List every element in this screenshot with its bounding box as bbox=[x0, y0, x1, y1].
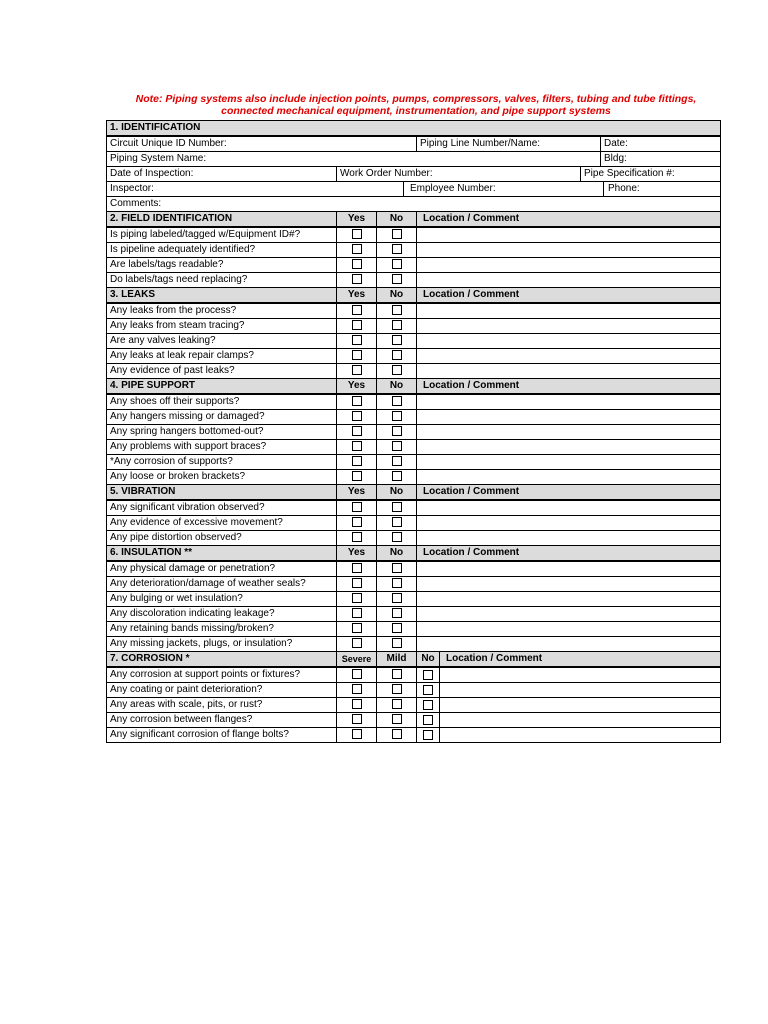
no-checkbox[interactable] bbox=[392, 259, 402, 269]
checklist-row bbox=[107, 334, 721, 349]
location-comment-field[interactable] bbox=[417, 622, 721, 637]
mild-cell bbox=[377, 713, 417, 728]
yes-cell bbox=[337, 561, 377, 577]
no-and-comment-wrap bbox=[417, 668, 720, 682]
yes-checkbox[interactable] bbox=[352, 320, 362, 330]
checklist-row bbox=[107, 683, 721, 698]
no-cell bbox=[417, 668, 440, 682]
circuit-id-field[interactable]: Circuit Unique ID Number: bbox=[107, 136, 417, 152]
checklist-row bbox=[107, 728, 721, 743]
no-cell bbox=[377, 607, 417, 622]
mild-column-header: Mild bbox=[377, 652, 417, 668]
checklist-row bbox=[107, 637, 721, 652]
mild-cell bbox=[377, 667, 417, 683]
checklist-row bbox=[107, 394, 721, 410]
mild-checkbox[interactable] bbox=[392, 714, 402, 724]
no-checkbox[interactable] bbox=[392, 532, 402, 542]
yes-checkbox[interactable] bbox=[352, 608, 362, 618]
yes-checkbox[interactable] bbox=[352, 517, 362, 527]
yes-cell bbox=[337, 258, 377, 273]
no-column-header: No bbox=[377, 288, 417, 304]
no-checkbox[interactable] bbox=[392, 426, 402, 436]
location-comment-field[interactable] bbox=[417, 394, 721, 410]
no-checkbox[interactable] bbox=[392, 229, 402, 239]
location-comment-field[interactable] bbox=[417, 607, 721, 622]
mild-checkbox[interactable] bbox=[392, 729, 402, 739]
section-title: 1. IDENTIFICATION bbox=[107, 121, 721, 137]
yes-cell bbox=[337, 455, 377, 470]
yes-checkbox[interactable] bbox=[352, 441, 362, 451]
identification-row-5 bbox=[107, 197, 721, 212]
yes-checkbox[interactable] bbox=[352, 335, 362, 345]
yes-cell bbox=[337, 394, 377, 410]
location-comment-field[interactable] bbox=[417, 349, 721, 364]
question-label: Any discoloration indicating leakage? bbox=[107, 607, 337, 622]
question-label: Is piping labeled/tagged w/Equipment ID#? bbox=[107, 227, 337, 243]
system-name-field[interactable]: Piping System Name: bbox=[107, 152, 601, 167]
no-and-comment-wrap bbox=[417, 698, 720, 712]
identification-header bbox=[107, 121, 721, 137]
question-label: Any bulging or wet insulation? bbox=[107, 592, 337, 607]
yes-cell bbox=[337, 577, 377, 592]
no-checkbox[interactable] bbox=[392, 563, 402, 573]
question-label: Any shoes off their supports? bbox=[107, 394, 337, 410]
phone-field[interactable]: Phone: bbox=[608, 183, 640, 194]
no-checkbox[interactable] bbox=[392, 623, 402, 633]
question-label: Any problems with support braces? bbox=[107, 440, 337, 455]
mild-cell bbox=[377, 683, 417, 698]
leaks-header bbox=[107, 288, 721, 304]
no-cell bbox=[417, 713, 440, 727]
no-checkbox[interactable] bbox=[423, 685, 433, 695]
location-column-header: Location / Comment bbox=[446, 653, 543, 664]
location-comment-field[interactable] bbox=[417, 455, 721, 470]
yes-column-header: Yes bbox=[337, 485, 377, 501]
no-and-comment-cell bbox=[417, 728, 721, 743]
question-label: Is pipeline adequately identified? bbox=[107, 243, 337, 258]
no-column-header: No bbox=[377, 485, 417, 501]
yes-checkbox[interactable] bbox=[352, 350, 362, 360]
location-comment-field[interactable] bbox=[417, 227, 721, 243]
mild-cell bbox=[377, 728, 417, 743]
corrosion-header bbox=[107, 652, 721, 668]
no-cell bbox=[377, 258, 417, 273]
checklist-row bbox=[107, 243, 721, 258]
no-checkbox[interactable] bbox=[423, 730, 433, 740]
question-label: Any retaining bands missing/broken? bbox=[107, 622, 337, 637]
severe-cell bbox=[337, 698, 377, 713]
no-cell bbox=[377, 394, 417, 410]
mild-checkbox[interactable] bbox=[392, 684, 402, 694]
question-label: Any corrosion at support points or fixtures? bbox=[107, 667, 337, 683]
no-and-comment-cell bbox=[417, 698, 721, 713]
mild-checkbox[interactable] bbox=[392, 699, 402, 709]
no-checkbox[interactable] bbox=[392, 441, 402, 451]
no-column-header: No bbox=[377, 212, 417, 228]
severe-checkbox[interactable] bbox=[352, 714, 362, 724]
question-label: Any areas with scale, pits, or rust? bbox=[107, 698, 337, 713]
checklist-row bbox=[107, 303, 721, 319]
no-checkbox[interactable] bbox=[423, 715, 433, 725]
identification-row-3 bbox=[107, 167, 721, 182]
no-cell bbox=[377, 273, 417, 288]
yes-cell bbox=[337, 227, 377, 243]
checklist-row bbox=[107, 440, 721, 455]
identification-row-4 bbox=[107, 182, 721, 197]
yes-checkbox[interactable] bbox=[352, 638, 362, 648]
yes-checkbox[interactable] bbox=[352, 471, 362, 481]
severe-checkbox[interactable] bbox=[352, 699, 362, 709]
inspection-date-field[interactable]: Date of Inspection: bbox=[107, 167, 337, 182]
location-comment-field[interactable] bbox=[417, 500, 721, 516]
question-label: Any leaks from the process? bbox=[107, 303, 337, 319]
pipe-support-header bbox=[107, 379, 721, 395]
note-line-1: Note: Piping systems also include injection points, pumps, compressors, valves, filters, tubing and tube fittings, bbox=[135, 93, 697, 105]
location-comment-field[interactable] bbox=[417, 334, 721, 349]
section-title: 5. VIBRATION bbox=[107, 485, 337, 501]
no-cell bbox=[377, 425, 417, 440]
yes-checkbox[interactable] bbox=[352, 274, 362, 284]
yes-checkbox[interactable] bbox=[352, 411, 362, 421]
no-column-header: No bbox=[377, 546, 417, 562]
yes-checkbox[interactable] bbox=[352, 502, 362, 512]
yes-column-header: Yes bbox=[337, 212, 377, 228]
inspector-row bbox=[107, 182, 721, 197]
question-label: Any evidence of excessive movement? bbox=[107, 516, 337, 531]
no-cell bbox=[417, 728, 440, 742]
question-label: Any leaks from steam tracing? bbox=[107, 319, 337, 334]
severe-checkbox[interactable] bbox=[352, 669, 362, 679]
employee-number-field[interactable]: Employee Number: bbox=[404, 182, 604, 196]
no-cell bbox=[377, 592, 417, 607]
section-title: 2. FIELD IDENTIFICATION bbox=[107, 212, 337, 228]
yes-cell bbox=[337, 637, 377, 652]
no-checkbox[interactable] bbox=[392, 471, 402, 481]
yes-cell bbox=[337, 425, 377, 440]
location-comment-field[interactable] bbox=[440, 728, 720, 742]
severe-checkbox[interactable] bbox=[352, 684, 362, 694]
question-label: Any significant vibration observed? bbox=[107, 500, 337, 516]
bldg-field[interactable]: Bldg: bbox=[601, 152, 721, 167]
checklist-row bbox=[107, 561, 721, 577]
checklist-row bbox=[107, 500, 721, 516]
checklist-row bbox=[107, 592, 721, 607]
location-comment-field[interactable] bbox=[417, 364, 721, 379]
severe-cell bbox=[337, 713, 377, 728]
no-checkbox[interactable] bbox=[392, 335, 402, 345]
no-checkbox[interactable] bbox=[392, 578, 402, 588]
question-label: *Any corrosion of supports? bbox=[107, 455, 337, 470]
checklist-row bbox=[107, 577, 721, 592]
location-comment-field[interactable] bbox=[417, 561, 721, 577]
mild-cell bbox=[377, 698, 417, 713]
yes-cell bbox=[337, 319, 377, 334]
checklist-row bbox=[107, 258, 721, 273]
no-cell bbox=[377, 516, 417, 531]
checklist-row bbox=[107, 273, 721, 288]
identification-row-1 bbox=[107, 136, 721, 152]
no-column-header: No bbox=[417, 652, 440, 666]
yes-checkbox[interactable] bbox=[352, 532, 362, 542]
location-column-header: Location / Comment bbox=[417, 546, 721, 562]
yes-cell bbox=[337, 531, 377, 546]
severe-checkbox[interactable] bbox=[352, 729, 362, 739]
work-order-field[interactable]: Work Order Number: bbox=[337, 167, 581, 182]
no-checkbox[interactable] bbox=[392, 456, 402, 466]
yes-column-header: Yes bbox=[337, 546, 377, 562]
section-title: 6. INSULATION ** bbox=[107, 546, 337, 562]
yes-checkbox[interactable] bbox=[352, 396, 362, 406]
yes-cell bbox=[337, 470, 377, 485]
yes-checkbox[interactable] bbox=[352, 244, 362, 254]
yes-checkbox[interactable] bbox=[352, 305, 362, 315]
field-identification-header bbox=[107, 212, 721, 228]
question-label: Any spring hangers bottomed-out? bbox=[107, 425, 337, 440]
no-and-comment-wrap bbox=[417, 728, 720, 742]
yes-cell bbox=[337, 500, 377, 516]
question-label: Any pipe distortion observed? bbox=[107, 531, 337, 546]
yes-cell bbox=[337, 273, 377, 288]
yes-cell bbox=[337, 334, 377, 349]
no-checkbox[interactable] bbox=[392, 638, 402, 648]
checklist-row bbox=[107, 698, 721, 713]
no-checkbox[interactable] bbox=[392, 274, 402, 284]
checklist-row bbox=[107, 622, 721, 637]
note-line-2: connected mechanical equipment, instrumentation, and pipe support systems bbox=[221, 105, 611, 117]
question-label: Any deterioration/damage of weather seals? bbox=[107, 577, 337, 592]
yes-column-header: Yes bbox=[337, 288, 377, 304]
vibration-header bbox=[107, 485, 721, 501]
no-and-comment-wrap bbox=[417, 683, 720, 697]
no-checkbox[interactable] bbox=[392, 320, 402, 330]
no-and-comment-cell bbox=[417, 713, 721, 728]
location-column-header: Location / Comment bbox=[417, 485, 721, 501]
question-label: Are labels/tags readable? bbox=[107, 258, 337, 273]
no-checkbox[interactable] bbox=[423, 670, 433, 680]
section-title: 3. LEAKS bbox=[107, 288, 337, 304]
location-comment-field[interactable] bbox=[417, 531, 721, 546]
header-note bbox=[96, 93, 736, 117]
yes-cell bbox=[337, 607, 377, 622]
yes-cell bbox=[337, 410, 377, 425]
no-cell bbox=[377, 364, 417, 379]
location-comment-field[interactable] bbox=[417, 592, 721, 607]
location-comment-field[interactable] bbox=[417, 577, 721, 592]
no-cell bbox=[377, 440, 417, 455]
yes-checkbox[interactable] bbox=[352, 623, 362, 633]
yes-column-header: Yes bbox=[337, 379, 377, 395]
yes-checkbox[interactable] bbox=[352, 259, 362, 269]
question-label: Any significant corrosion of flange bolts? bbox=[107, 728, 337, 743]
location-comment-field[interactable] bbox=[417, 440, 721, 455]
yes-cell bbox=[337, 516, 377, 531]
yes-checkbox[interactable] bbox=[352, 578, 362, 588]
insulation-header bbox=[107, 546, 721, 562]
no-checkbox[interactable] bbox=[423, 700, 433, 710]
no-checkbox[interactable] bbox=[392, 305, 402, 315]
checklist-row bbox=[107, 470, 721, 485]
no-cell bbox=[377, 622, 417, 637]
section-title: 7. CORROSION * bbox=[107, 652, 337, 668]
location-comment-field[interactable] bbox=[417, 410, 721, 425]
checklist-row bbox=[107, 364, 721, 379]
pipe-spec-field[interactable]: Pipe Specification #: bbox=[581, 167, 721, 182]
yes-cell bbox=[337, 592, 377, 607]
no-cell bbox=[377, 531, 417, 546]
no-cell bbox=[377, 227, 417, 243]
no-cell bbox=[377, 470, 417, 485]
no-and-location-header bbox=[417, 652, 720, 666]
identification-row-2 bbox=[107, 152, 721, 167]
location-comment-field[interactable] bbox=[417, 243, 721, 258]
no-cell bbox=[377, 243, 417, 258]
no-cell bbox=[417, 698, 440, 712]
yes-cell bbox=[337, 622, 377, 637]
question-label: Any missing jackets, plugs, or insulation? bbox=[107, 637, 337, 652]
no-cell bbox=[377, 334, 417, 349]
question-label: Any leaks at leak repair clamps? bbox=[107, 349, 337, 364]
section-title: 4. PIPE SUPPORT bbox=[107, 379, 337, 395]
checklist-row bbox=[107, 713, 721, 728]
question-label: Are any valves leaking? bbox=[107, 334, 337, 349]
checklist-row bbox=[107, 349, 721, 364]
yes-checkbox[interactable] bbox=[352, 563, 362, 573]
yes-checkbox[interactable] bbox=[352, 456, 362, 466]
yes-checkbox[interactable] bbox=[352, 365, 362, 375]
severe-cell bbox=[337, 667, 377, 683]
location-comment-field[interactable] bbox=[417, 516, 721, 531]
no-cell bbox=[377, 410, 417, 425]
checklist-row bbox=[107, 455, 721, 470]
yes-cell bbox=[337, 303, 377, 319]
location-comment-field[interactable] bbox=[417, 303, 721, 319]
location-comment-field[interactable] bbox=[440, 668, 720, 682]
location-comment-field[interactable] bbox=[440, 713, 720, 727]
yes-cell bbox=[337, 243, 377, 258]
severe-cell bbox=[337, 683, 377, 698]
checklist-row bbox=[107, 531, 721, 546]
no-checkbox[interactable] bbox=[392, 517, 402, 527]
question-label: Any physical damage or penetration? bbox=[107, 561, 337, 577]
no-cell bbox=[417, 683, 440, 697]
inspection-form bbox=[106, 120, 721, 743]
no-and-comment-wrap bbox=[417, 713, 720, 727]
checklist-row bbox=[107, 227, 721, 243]
yes-cell bbox=[337, 349, 377, 364]
location-comment-field[interactable] bbox=[417, 470, 721, 485]
yes-cell bbox=[337, 440, 377, 455]
location-column-header: Location / Comment bbox=[417, 288, 721, 304]
piping-line-field[interactable]: Piping Line Number/Name: bbox=[417, 136, 601, 152]
location-comment-field[interactable] bbox=[440, 698, 720, 712]
no-cell bbox=[377, 561, 417, 577]
yes-cell bbox=[337, 364, 377, 379]
location-column-header: Location / Comment bbox=[417, 379, 721, 395]
no-checkbox[interactable] bbox=[392, 411, 402, 421]
checklist-row bbox=[107, 516, 721, 531]
question-label: Any hangers missing or damaged? bbox=[107, 410, 337, 425]
location-comment-field[interactable] bbox=[440, 683, 720, 697]
location-comment-field[interactable] bbox=[417, 425, 721, 440]
no-cell bbox=[377, 349, 417, 364]
inspector-field[interactable]: Inspector: bbox=[107, 182, 404, 196]
no-checkbox[interactable] bbox=[392, 350, 402, 360]
no-checkbox[interactable] bbox=[392, 244, 402, 254]
comments-field[interactable]: Comments: bbox=[107, 197, 721, 212]
question-label: Any evidence of past leaks? bbox=[107, 364, 337, 379]
checklist-row bbox=[107, 607, 721, 622]
no-cell bbox=[377, 303, 417, 319]
corrosion-split-header bbox=[417, 652, 721, 668]
no-cell bbox=[377, 637, 417, 652]
checklist-row bbox=[107, 425, 721, 440]
no-and-comment-cell bbox=[417, 667, 721, 683]
location-comment-field[interactable] bbox=[417, 319, 721, 334]
no-checkbox[interactable] bbox=[392, 502, 402, 512]
location-comment-field[interactable] bbox=[417, 273, 721, 288]
question-label: Any coating or paint deterioration? bbox=[107, 683, 337, 698]
no-checkbox[interactable] bbox=[392, 593, 402, 603]
no-checkbox[interactable] bbox=[392, 608, 402, 618]
question-label: Do labels/tags need replacing? bbox=[107, 273, 337, 288]
checklist-row bbox=[107, 667, 721, 683]
question-label: Any loose or broken brackets? bbox=[107, 470, 337, 485]
mild-checkbox[interactable] bbox=[392, 669, 402, 679]
location-column-header: Location / Comment bbox=[417, 212, 721, 228]
severe-column-header: Severe bbox=[337, 652, 377, 668]
date-field[interactable]: Date: bbox=[601, 136, 721, 152]
no-cell bbox=[377, 455, 417, 470]
no-column-header: No bbox=[377, 379, 417, 395]
yes-checkbox[interactable] bbox=[352, 229, 362, 239]
question-label: Any corrosion between flanges? bbox=[107, 713, 337, 728]
no-checkbox[interactable] bbox=[392, 396, 402, 406]
no-cell bbox=[377, 577, 417, 592]
location-comment-field[interactable] bbox=[417, 258, 721, 273]
no-cell bbox=[377, 319, 417, 334]
yes-checkbox[interactable] bbox=[352, 593, 362, 603]
checklist-row bbox=[107, 319, 721, 334]
severe-cell bbox=[337, 728, 377, 743]
no-cell bbox=[377, 500, 417, 516]
yes-checkbox[interactable] bbox=[352, 426, 362, 436]
location-comment-field[interactable] bbox=[417, 637, 721, 652]
no-checkbox[interactable] bbox=[392, 365, 402, 375]
no-and-comment-cell bbox=[417, 683, 721, 698]
checklist-row bbox=[107, 410, 721, 425]
